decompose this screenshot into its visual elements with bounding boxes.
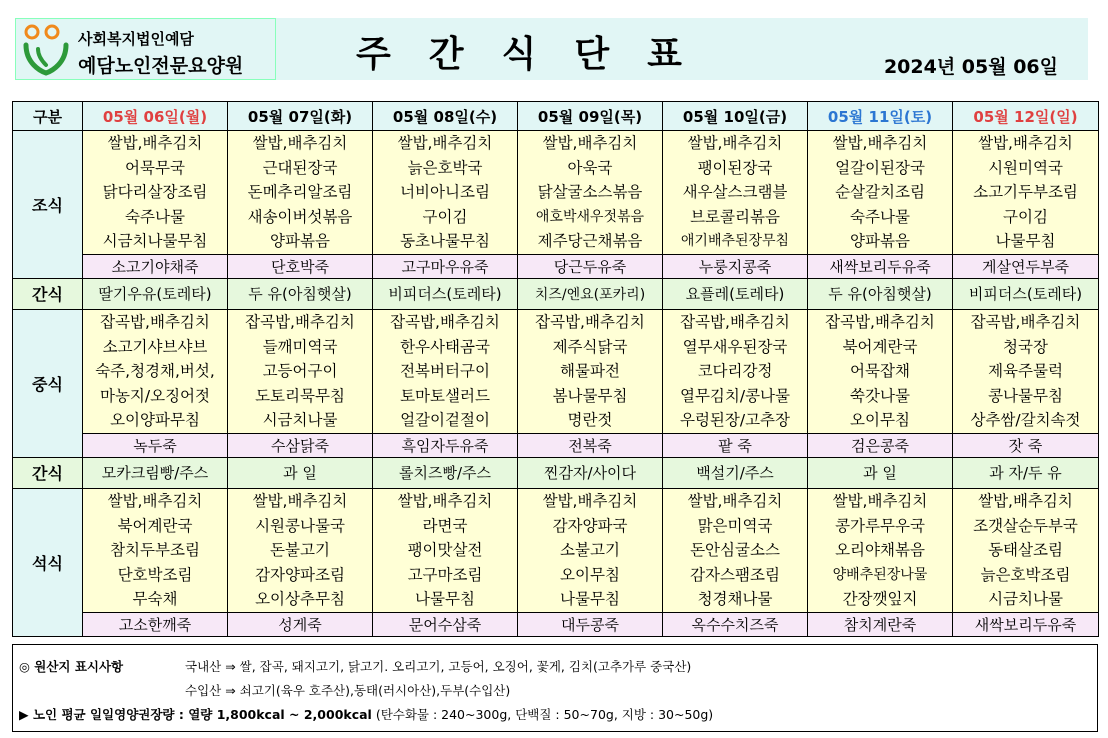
menu-item: 쌀밥,배추김치	[397, 491, 493, 510]
menu-item: 시금치나물무침	[102, 232, 208, 251]
dinner-porridge-row	[13, 612, 1099, 636]
menu-item: 쌀밥,배추김치	[687, 134, 783, 152]
porridge-cell: 고소한깨죽	[83, 612, 228, 636]
menu-item: 쌀밥,배추김치	[107, 491, 203, 510]
weekly-menu-table	[12, 101, 1099, 637]
menu-item: 봄나물무침	[552, 386, 628, 405]
snack-cell: 모카크림빵/주스	[83, 457, 228, 488]
menu-item: 오이무침	[560, 565, 620, 584]
menu-item: 쌀밥,배추김치	[542, 491, 638, 510]
breakfast-porridge-row	[13, 254, 1099, 278]
menu-item: 돈메추리알조림	[247, 183, 353, 202]
breakfast-cell	[83, 131, 228, 255]
menu-item: 잡곡밥,배추김치	[390, 312, 500, 331]
menu-item: 무숙채	[132, 590, 178, 609]
org-logo-box	[15, 18, 276, 80]
breakfast-cell	[228, 131, 373, 255]
menu-item: 동초나물무침	[400, 232, 490, 251]
menu-item: 쌀밥,배추김치	[687, 491, 783, 510]
menu-item: 숙주나물	[125, 207, 185, 226]
lunch-cell	[373, 309, 518, 433]
origin-domestic: 국내산 ⇒ 쌀, 잡곡, 돼지고기, 닭고기. 오리고기, 고등어, 오징어, 꽃게, 김치(고추가루 중국산)	[185, 659, 692, 674]
menu-item: 구이김	[1003, 207, 1048, 226]
menu-item: 고구마조림	[407, 565, 483, 584]
menu-item: 오이무침	[850, 411, 910, 430]
menu-item: 순살갈치조림	[835, 183, 925, 202]
day-header: 05월 10일(금)	[663, 102, 808, 131]
porridge-cell: 참치계란죽	[808, 612, 953, 636]
menu-item: 아욱국	[567, 158, 613, 177]
menu-item: 해물파전	[560, 362, 620, 381]
menu-item: 나물무침	[415, 590, 475, 609]
menu-item: 쌀밥,배추김치	[832, 134, 928, 152]
menu-item: 쌀밥,배추김치	[542, 134, 638, 152]
snack-cell: 두 유(아침햇살)	[808, 278, 953, 309]
menu-item: 토마토샐러드	[400, 386, 490, 405]
snack2-label: 간식	[13, 457, 83, 488]
menu-item: 우렁된장/고추장	[679, 411, 791, 430]
porridge-cell: 누룽지콩죽	[663, 254, 808, 278]
menu-item: 청경채나물	[697, 590, 773, 609]
dinner-row	[13, 488, 1099, 612]
menu-item: 동태살조림	[988, 541, 1063, 560]
menu-item: 도토리묵무침	[255, 386, 345, 405]
menu-item: 감자스팸조림	[690, 565, 780, 584]
dinner-cell	[953, 488, 1099, 612]
porridge-cell: 전복죽	[518, 433, 663, 457]
porridge-cell: 수삼닭죽	[228, 433, 373, 457]
menu-item: 제육주물럭	[988, 362, 1063, 381]
menu-item: 제주당근채볶음	[537, 232, 643, 251]
menu-item: 오이양파무침	[110, 411, 200, 430]
dinner-label: 석식	[13, 488, 83, 636]
porridge-cell: 게살연두부죽	[953, 254, 1099, 278]
snack2-row	[13, 457, 1099, 488]
menu-item: 애호박새우젓볶음	[535, 208, 645, 225]
menu-item: 숙주나물	[850, 207, 910, 226]
org-logo-icon	[20, 23, 72, 77]
breakfast-label: 조식	[13, 131, 83, 279]
lunch-cell	[83, 309, 228, 433]
menu-item: 팽이된장국	[697, 158, 773, 177]
menu-item: 닭살굴소스볶음	[537, 183, 643, 202]
menu-date: 2024년 05월 06일	[883, 56, 1058, 78]
dinner-cell	[83, 488, 228, 612]
menu-item: 쌀밥,배추김치	[978, 491, 1073, 510]
menu-item: 명란젓	[567, 411, 613, 430]
snack1-label: 간식	[13, 278, 83, 309]
menu-item: 돈불고기	[270, 541, 330, 560]
menu-item: 제주식닭국	[552, 337, 628, 356]
menu-item: 쌀밥,배추김치	[397, 134, 493, 152]
day-header: 05월 07일(화)	[228, 102, 373, 131]
menu-item: 어묵잡채	[850, 362, 910, 381]
menu-item: 잡곡밥,배추김치	[680, 312, 790, 331]
porridge-cell: 고구마우유죽	[373, 254, 518, 278]
menu-item: 오리야채볶음	[835, 541, 925, 560]
menu-item: 북어계란국	[117, 516, 193, 535]
porridge-cell: 새싹보리두유죽	[808, 254, 953, 278]
menu-item: 양파볶음	[850, 232, 910, 251]
menu-item: 청국장	[1003, 337, 1048, 356]
menu-item: 너비아니조림	[400, 183, 490, 202]
breakfast-cell	[518, 131, 663, 255]
snack-cell: 딸기우유(토레타)	[83, 278, 228, 309]
lunch-cell	[953, 309, 1099, 433]
menu-item: 소고기두부조림	[973, 183, 1078, 202]
menu-item: 새우살스크램블	[682, 183, 788, 202]
menu-item: 잡곡밥,배추김치	[825, 312, 935, 331]
menu-item: 쌀밥,배추김치	[252, 491, 348, 510]
lunch-cell	[228, 309, 373, 433]
day-header: 05월 09일(목)	[518, 102, 663, 131]
day-header: 05월 11일(토)	[808, 102, 953, 131]
nutrition-guideline	[19, 705, 713, 723]
porridge-cell: 흑임자두유죽	[373, 433, 518, 457]
porridge-cell: 옥수수치즈죽	[663, 612, 808, 636]
menu-item: 쌀밥,배추김치	[978, 134, 1073, 152]
lunch-cell	[663, 309, 808, 433]
menu-item: 돈안심굴소스	[690, 541, 780, 560]
menu-item: 늙은호박조림	[980, 565, 1071, 584]
menu-item: 나물무침	[560, 590, 620, 609]
menu-item: 코다리강정	[697, 362, 773, 381]
menu-item: 늙은호박국	[407, 158, 483, 177]
snack-cell: 과 일	[808, 457, 953, 488]
menu-item: 브로콜리볶음	[690, 207, 780, 226]
menu-item: 간장깻잎지	[842, 590, 918, 609]
snack-cell: 치즈/엔요(포카리)	[518, 278, 663, 309]
porridge-cell: 단호박죽	[228, 254, 373, 278]
menu-item: 라면국	[422, 516, 468, 535]
day-header: 05월 08일(수)	[373, 102, 518, 131]
snack-cell: 롤치즈빵/주스	[373, 457, 518, 488]
porridge-cell: 대두콩죽	[518, 612, 663, 636]
porridge-cell: 녹두죽	[83, 433, 228, 457]
breakfast-cell	[373, 131, 518, 255]
header-row	[13, 102, 1099, 131]
menu-item: 한우사태곰국	[400, 337, 490, 356]
menu-item: 열무김치/콩나물	[679, 386, 791, 405]
menu-item: 들깨미역국	[262, 337, 338, 356]
porridge-cell: 소고기야채죽	[83, 254, 228, 278]
menu-item: 감자양파국	[552, 516, 628, 535]
lunch-cell	[518, 309, 663, 433]
snack-cell: 두 유(아침햇살)	[228, 278, 373, 309]
menu-item: 얼갈이된장국	[835, 158, 925, 177]
menu-item: 잡곡밥,배추김치	[535, 312, 645, 331]
menu-item: 양배추된장나물	[832, 566, 928, 583]
menu-item: 콩가루무우국	[835, 516, 925, 535]
menu-item: 애기배추된장무침	[680, 233, 790, 250]
lunch-porridge-row	[13, 433, 1099, 457]
snack-cell: 과 자/두 유	[953, 457, 1099, 488]
dinner-cell	[228, 488, 373, 612]
breakfast-cell	[808, 131, 953, 255]
menu-item: 북어계란국	[842, 337, 918, 356]
porridge-cell: 검은콩죽	[808, 433, 953, 457]
menu-item: 쌀밥,배추김치	[832, 491, 928, 510]
day-header: 05월 06일(월)	[83, 102, 228, 131]
porridge-cell: 문어수삼죽	[373, 612, 518, 636]
menu-item: 단호박조림	[117, 565, 193, 584]
lunch-cell	[808, 309, 953, 433]
nutrition-detail: (탄수화물 : 240~300g, 단백질 : 50~70g, 지방 : 30~50g)	[371, 707, 714, 722]
porridge-cell: 당근두유죽	[518, 254, 663, 278]
porridge-cell: 잣 죽	[953, 433, 1099, 457]
org-name-line1: 사회복지법인예담	[78, 30, 194, 48]
breakfast-row	[13, 131, 1099, 255]
menu-item: 감자양파조림	[255, 565, 345, 584]
lunch-row	[13, 309, 1099, 433]
nutrition-bold: ▶ 노인 평균 일일영양권장량 : 열량 1,800kcal ~ 2,000kcal	[19, 707, 372, 722]
menu-item: 참치두부조림	[110, 541, 200, 560]
menu-item: 시원미역국	[988, 158, 1063, 177]
menu-item: 콩나물무침	[988, 386, 1063, 405]
menu-item: 잡곡밥,배추김치	[100, 312, 210, 331]
menu-item: 닭다리살장조림	[102, 183, 208, 202]
snack-cell: 백설기/주스	[663, 457, 808, 488]
menu-item: 근대된장국	[262, 158, 338, 177]
menu-item: 얼갈이겉절이	[400, 411, 490, 430]
menu-item: 양파볶음	[270, 232, 330, 251]
menu-item: 잡곡밥,배추김치	[970, 312, 1081, 331]
menu-item: 마농지/오징어젓	[99, 386, 211, 405]
menu-item: 전복버터구이	[400, 362, 490, 381]
snack-cell: 요플레(토레타)	[663, 278, 808, 309]
menu-item: 어묵무국	[125, 158, 185, 177]
menu-item: 시금치나물	[988, 590, 1063, 609]
breakfast-cell	[953, 131, 1099, 255]
dinner-cell	[518, 488, 663, 612]
snack-cell: 비피더스(토레타)	[953, 278, 1099, 309]
menu-item: 나물무침	[995, 232, 1056, 251]
menu-item: 구이김	[422, 207, 468, 226]
menu-item: 쌀밥,배추김치	[252, 134, 348, 152]
origin-imported: 수입산 ⇒ 쇠고기(육우 호주산),동태(러시아산),두부(수입산)	[185, 683, 511, 698]
day-header: 05월 12일(일)	[953, 102, 1099, 131]
page-title: 주간식단표	[356, 34, 720, 75]
porridge-cell: 새싹보리두유죽	[953, 612, 1099, 636]
menu-item: 소고기샤브샤브	[102, 337, 208, 356]
porridge-cell: 팥 죽	[663, 433, 808, 457]
column-header-category: 구분	[13, 102, 83, 131]
dinner-cell	[663, 488, 808, 612]
snack1-row	[13, 278, 1099, 309]
menu-item: 열무새우된장국	[682, 337, 788, 356]
menu-item: 소불고기	[560, 541, 620, 560]
menu-item: 조갯살순두부국	[973, 516, 1078, 535]
menu-item: 고등어구이	[262, 362, 338, 381]
menu-item: 상추쌈/갈치속젓	[970, 411, 1081, 430]
dinner-cell	[373, 488, 518, 612]
breakfast-cell	[663, 131, 808, 255]
org-name-line2: 예담노인전문요양원	[78, 55, 244, 77]
lunch-label: 중식	[13, 309, 83, 457]
menu-item: 쌀밥,배추김치	[107, 134, 203, 152]
menu-item: 시원콩나물국	[255, 516, 345, 535]
origin-title: ◎ 원산지 표시사항	[19, 659, 124, 674]
menu-item: 시금치나물	[262, 411, 338, 430]
dinner-cell	[808, 488, 953, 612]
menu-item: 팽이맛살전	[407, 541, 483, 560]
snack-cell: 과 일	[228, 457, 373, 488]
footer-notes	[12, 644, 1098, 732]
snack-cell: 찐감자/사이다	[518, 457, 663, 488]
menu-item: 맑은미역국	[697, 516, 773, 535]
menu-item: 오이상추무침	[255, 590, 345, 609]
menu-item: 새송이버섯볶음	[247, 207, 353, 226]
porridge-cell: 성게죽	[228, 612, 373, 636]
menu-item: 잡곡밥,배추김치	[245, 312, 355, 331]
snack-cell: 비피더스(토레타)	[373, 278, 518, 309]
menu-item: 쑥갓나물	[850, 386, 910, 405]
title-bar	[276, 18, 1088, 80]
menu-item: 숙주,청경채,버섯,	[95, 362, 215, 381]
